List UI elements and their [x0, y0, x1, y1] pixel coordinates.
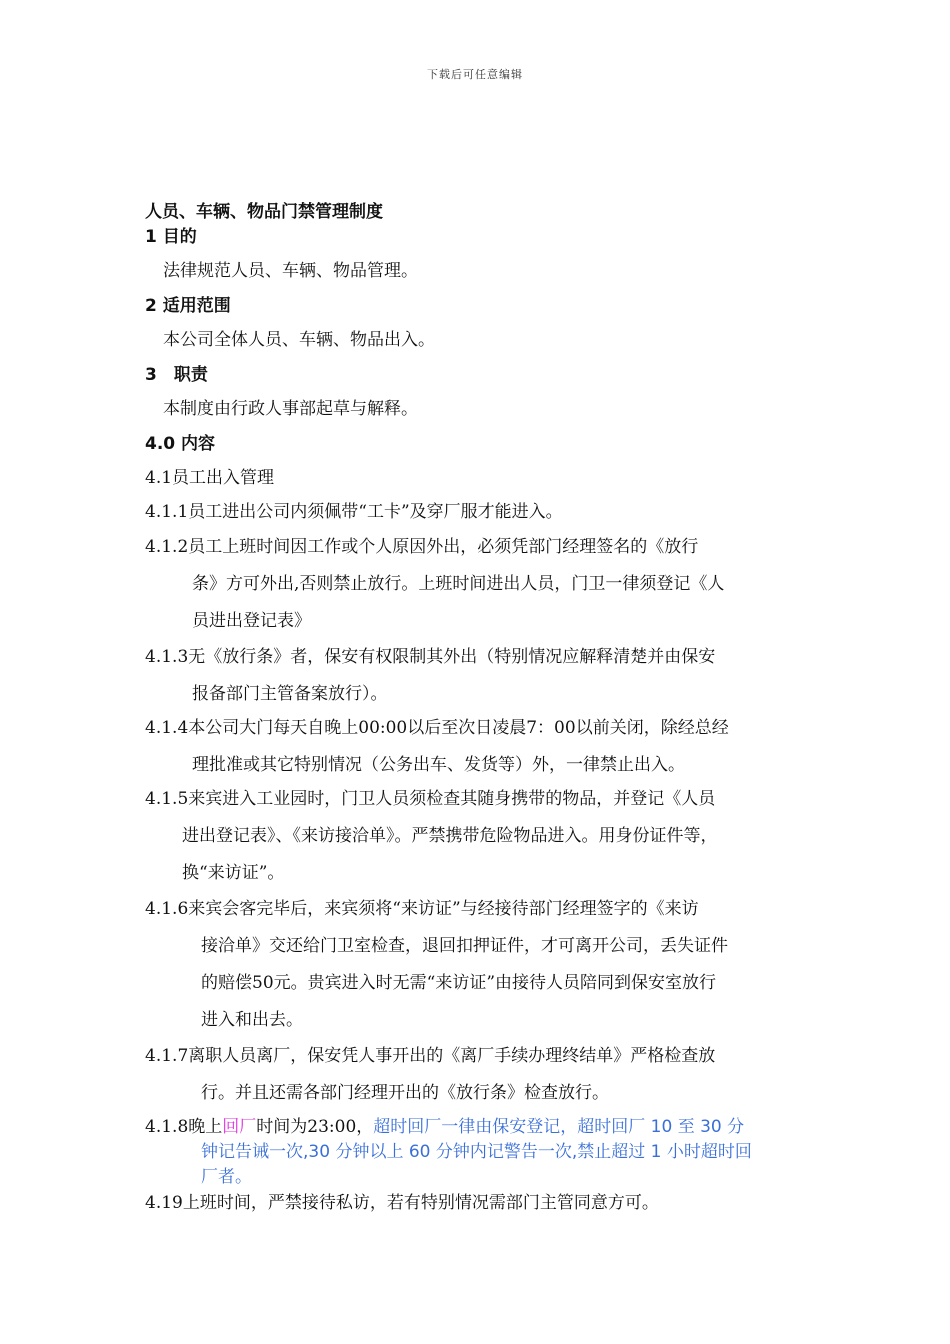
clause-4-1-8-highlight-pink: 回厂: [222, 1117, 257, 1137]
clause-4-1-7-line-1: 4.1.7离职人员离厂，保安凭人事开出的《离厂手续办理终结单》严格检查放: [145, 1046, 716, 1066]
clause-4-1-3-line-2: 报备部门主管备案放行）。: [192, 684, 388, 704]
clause-4-1-9: 4.19上班时间，严禁接待私访，若有特别情况需部门主管同意方可。: [145, 1193, 659, 1213]
section-3-body: 本制度由行政人事部起草与解释。: [163, 399, 418, 419]
clause-4-1-8-line-3: 厂者。: [201, 1167, 252, 1187]
clause-4-1-1: 4.1.1员工进出公司内须佩带“工卡”及穿厂服才能进入。: [145, 502, 563, 522]
clause-4-1-8-line-1: [145, 1115, 744, 1139]
clause-4-1-6-line-4: 进入和出去。: [201, 1010, 303, 1030]
clause-4-1-4-line-1: 4.1.4本公司大门每天自晚上00:00以后至次日凌晨7：00以前关闭，除经总经: [145, 718, 729, 738]
clause-4-1-8-text-a: 晚上: [188, 1117, 223, 1137]
section-1-body: 法律规范人员、车辆、物品管理。: [163, 261, 418, 281]
header-note: 下载后可任意编辑: [427, 68, 523, 81]
clause-4-1-8-line-2: 钟记告诫一次,30 分钟以上 60 分钟内记警告一次,禁止超过 1 小时超时回: [201, 1142, 752, 1162]
clause-4-1-2-line-3: 员进出登记表》: [192, 611, 311, 631]
clause-4-1-5-line-2: 进出登记表》、《来访接洽单》。严禁携带危险物品进入。用身份证件等，: [182, 826, 718, 846]
document-title: 人员、车辆、物品门禁管理制度: [145, 202, 383, 222]
clause-4-1-6-line-3: 的赔偿50元。贵宾进入时无需“来访证”由接待人员陪同到保安室放行: [201, 973, 717, 993]
clause-4-1-5-line-1: 4.1.5来宾进入工业园时，门卫人员须检查其随身携带的物品，并登记《人员: [145, 789, 716, 809]
clause-4-1-3-line-1: 4.1.3无《放行条》者，保安有权限制其外出（特别情况应解释清楚并由保安: [145, 647, 716, 667]
clause-4-1-6-line-2: 接洽单》交还给门卫室检查，退回扣押证件，才可离开公司，丢失证件: [201, 936, 728, 956]
section-2-body: 本公司全体人员、车辆、物品出入。: [163, 330, 435, 350]
section-1-heading: 1 目的: [145, 227, 197, 247]
clause-4-1: 4.1员工出入管理: [145, 468, 275, 488]
clause-4-1-2-line-1: 4.1.2员工上班时间因工作或个人原因外出，必须凭部门经理签名的《放行: [145, 537, 699, 557]
clause-4-1-7-line-2: 行。并且还需各部门经理开出的《放行条》检查放行。: [201, 1083, 609, 1103]
clause-4-1-4-line-2: 理批准或其它特别情况（公务出车、发货等）外，一律禁止出入。: [192, 755, 685, 775]
clause-4-1-5-line-3: 换“来访证”。: [182, 863, 285, 883]
clause-4-1-8-number: 4.1.8: [145, 1117, 189, 1137]
section-3-heading: 3 职责: [145, 365, 208, 385]
clause-4-1-8-highlight-blue: 超时回厂一律由保安登记，超时回厂 10 至 30 分: [373, 1117, 745, 1137]
section-2-heading: 2 适用范围: [145, 296, 231, 316]
section-4-heading: 4.0 内容: [145, 434, 216, 454]
clause-4-1-8-text-c: 时间为23:00，: [256, 1117, 374, 1137]
clause-4-1-2-line-2: 条》方可外出,否则禁止放行。上班时间进出人员，门卫一律须登记《人: [192, 574, 725, 594]
clause-4-1-6-line-1: 4.1.6来宾会客完毕后，来宾须将“来访证”与经接待部门经理签字的《来访: [145, 899, 699, 919]
